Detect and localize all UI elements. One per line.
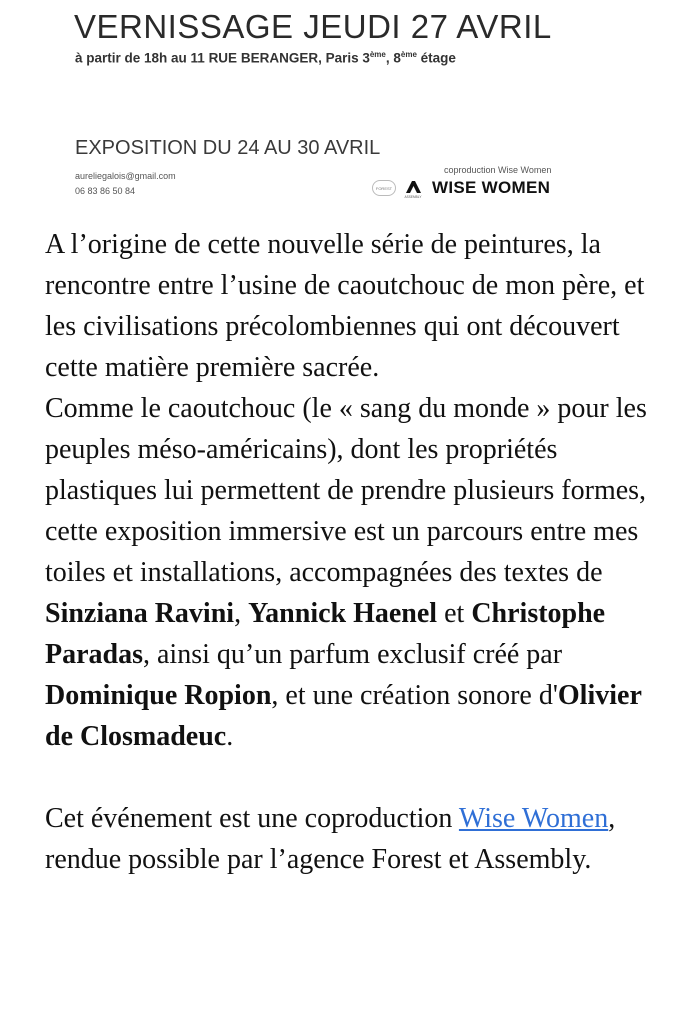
subtitle-text-3: étage xyxy=(416,50,456,66)
subtitle-sup-1: ème xyxy=(369,50,386,59)
coproduction-text: Cet événement est une coproduction xyxy=(45,803,459,834)
author-yannick-haenel: Yannick Haenel xyxy=(248,598,438,629)
sponsor-logos xyxy=(372,176,550,200)
sound-designer-olivier-de-closmadeuc: Olivier de Closmadeuc xyxy=(45,680,642,752)
subtitle-text-2: , 8 xyxy=(385,50,401,66)
wise-women-logo: WISE WOMEN xyxy=(432,178,551,197)
subtitle-sup-2: ème xyxy=(400,50,417,59)
intro-text: A l’origine de cette nouvelle série de peintures, la rencontre entre l’usine de caoutchouc de mon père, et les civilisations précolombiennes qui ont découvert cette matière première sacrée. xyxy=(45,229,645,383)
contact-email: aureliegalois@gmail.com xyxy=(75,171,176,181)
body-text: Comme le caoutchouc (le « sang du monde » pour les peuples méso-américains), dont les propriétés plastiques lui permettent de prendre plusieurs formes, cette exposition immersive est un parcours entre mes toiles et installations, accompagnées des textes de xyxy=(45,393,647,588)
article-body xyxy=(45,224,675,880)
event-flyer xyxy=(54,0,610,212)
separator-1: , xyxy=(234,598,249,629)
text-after-ropion: , et une création sonore d' xyxy=(271,680,558,711)
perfumer-dominique-ropion: Dominique Ropion xyxy=(45,680,272,711)
coproduction-label: coproduction Wise Women xyxy=(444,165,552,175)
author-sinziana-ravini: Sinziana Ravini xyxy=(45,598,235,629)
assembly-logo xyxy=(402,177,424,199)
end-period: . xyxy=(226,721,234,752)
flyer-subtitle xyxy=(75,50,456,66)
paragraph-intro xyxy=(45,224,675,757)
contact-info xyxy=(75,169,176,199)
forest-logo: FOREST xyxy=(372,180,396,196)
contact-phone: 06 83 86 50 84 xyxy=(75,186,136,196)
author-christophe-paradas: Christophe Paradas xyxy=(45,598,606,670)
coproduction-text-end: , rendue possible par l’agence Forest et Assembly. xyxy=(45,803,616,875)
assembly-logo-text: ASSEMBLY xyxy=(404,195,422,199)
exposition-dates: EXPOSITION DU 24 AU 30 AVRIL xyxy=(75,137,381,159)
subtitle-text-1: à partir de 18h au 11 RUE BERANGER, Paris 3 xyxy=(75,50,370,66)
wise-women-link[interactable]: Wise Women xyxy=(458,803,609,834)
flyer-title: VERNISSAGE JEUDI 27 AVRIL xyxy=(74,8,552,45)
text-after-names: , ainsi qu’un parfum exclusif créé par xyxy=(143,639,563,670)
separator-2: et xyxy=(437,598,472,629)
paragraph-coproduction xyxy=(45,798,675,880)
